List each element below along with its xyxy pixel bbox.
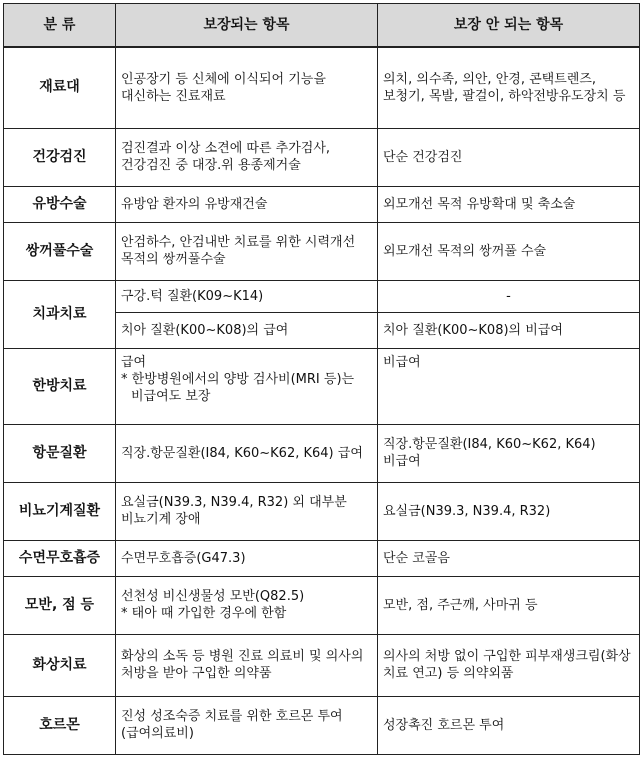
row-checkup (4, 128, 640, 186)
row-hormone (4, 696, 640, 754)
category-cell: 유방수술 (4, 186, 116, 222)
row-oriental (4, 348, 640, 424)
row-mole (4, 576, 640, 634)
header-row (4, 4, 640, 48)
row-sleep (4, 540, 640, 576)
not-covered-cell: 비급여 (378, 348, 640, 424)
row-anal (4, 424, 640, 482)
not-covered-cell: 모반, 점, 주근깨, 사마귀 등 (378, 576, 640, 634)
not-covered-cell: 단순 코골음 (378, 540, 640, 576)
covered-cell: 유방암 환자의 유방재건술 (116, 186, 378, 222)
row-urinary (4, 482, 640, 540)
not-covered-cell: 외모개선 목적의 쌍꺼풀 수술 (378, 222, 640, 280)
header-covered: 보장되는 항목 (116, 4, 378, 48)
category-cell: 건강검진 (4, 128, 116, 186)
category-cell: 항문질환 (4, 424, 116, 482)
not-covered-cell: 직장.항문질환(I84, K60~K62, K64) 비급여 (378, 424, 640, 482)
row-breast (4, 186, 640, 222)
not-covered-cell: 치아 질환(K00~K08)의 비급여 (378, 312, 640, 348)
covered-cell (116, 576, 378, 634)
covered-note: * 한방병원에서의 양방 검사비(MRI 등)는 비급여도 보장 (121, 371, 355, 404)
covered-text: 선천성 비신생물성 모반(Q82.5) (121, 589, 305, 604)
not-covered-cell: 단순 건강검진 (378, 128, 640, 186)
not-covered-cell: 요실금(N39.3, N39.4, R32) (378, 482, 640, 540)
covered-cell: 검진결과 이상 소견에 따른 추가검사, 건강검진 중 대장.위 용종제거술 (116, 128, 378, 186)
covered-note: * 태아 때 가입한 경우에 한함 (121, 606, 287, 621)
covered-cell: 치아 질환(K00~K08)의 급여 (116, 312, 378, 348)
not-covered-cell: - (378, 280, 640, 312)
covered-cell: 직장.항문질환(I84, K60~K62, K64) 급여 (116, 424, 378, 482)
category-cell: 쌍꺼풀수술 (4, 222, 116, 280)
covered-cell: 구강.턱 질환(K09~K14) (116, 280, 378, 312)
category-cell: 치과치료 (4, 280, 116, 348)
covered-cell: 요실금(N39.3, N39.4, R32) 외 대부분 비뇨기계 장애 (116, 482, 378, 540)
category-cell: 수면무호흡증 (4, 540, 116, 576)
not-covered-cell: 성장촉진 호르몬 투여 (378, 696, 640, 754)
category-cell: 호르몬 (4, 696, 116, 754)
not-covered-cell: 의치, 의수족, 의안, 안경, 콘택트렌즈, 보청기, 목발, 팔걸이, 하악전방유도장치 등 (378, 47, 640, 128)
covered-cell: 인공장기 등 신체에 이식되어 기능을 대신하는 진료재료 (116, 47, 378, 128)
row-eyelid (4, 222, 640, 280)
covered-cell: 진성 성조숙증 치료를 위한 호르몬 투여(급여의료비) (116, 696, 378, 754)
not-covered-cell: 의사의 처방 없이 구입한 피부재생크림(화상 치료 연고) 등 의약외품 (378, 634, 640, 696)
covered-text: 급여 (121, 354, 147, 370)
not-covered-cell: 외모개선 목적 유방확대 및 축소술 (378, 186, 640, 222)
category-cell: 모반, 점 등 (4, 576, 116, 634)
covered-cell: 화상의 소독 등 병원 진료 의료비 및 의사의 처방을 받아 구입한 의약품 (116, 634, 378, 696)
row-material (4, 47, 640, 128)
covered-cell: 안검하수, 안검내반 치료를 위한 시력개선 목적의 쌍꺼풀수술 (116, 222, 378, 280)
category-cell: 한방치료 (4, 348, 116, 424)
row-dental-1 (4, 280, 640, 312)
coverage-table (3, 3, 640, 755)
covered-cell: 수면무호흡증(G47.3) (116, 540, 378, 576)
row-burn (4, 634, 640, 696)
category-cell: 비뇨기계질환 (4, 482, 116, 540)
category-cell: 재료대 (4, 47, 116, 128)
category-cell: 화상치료 (4, 634, 116, 696)
header-not-covered: 보장 안 되는 항목 (378, 4, 640, 48)
header-category: 분 류 (4, 4, 116, 48)
covered-cell (116, 348, 378, 424)
